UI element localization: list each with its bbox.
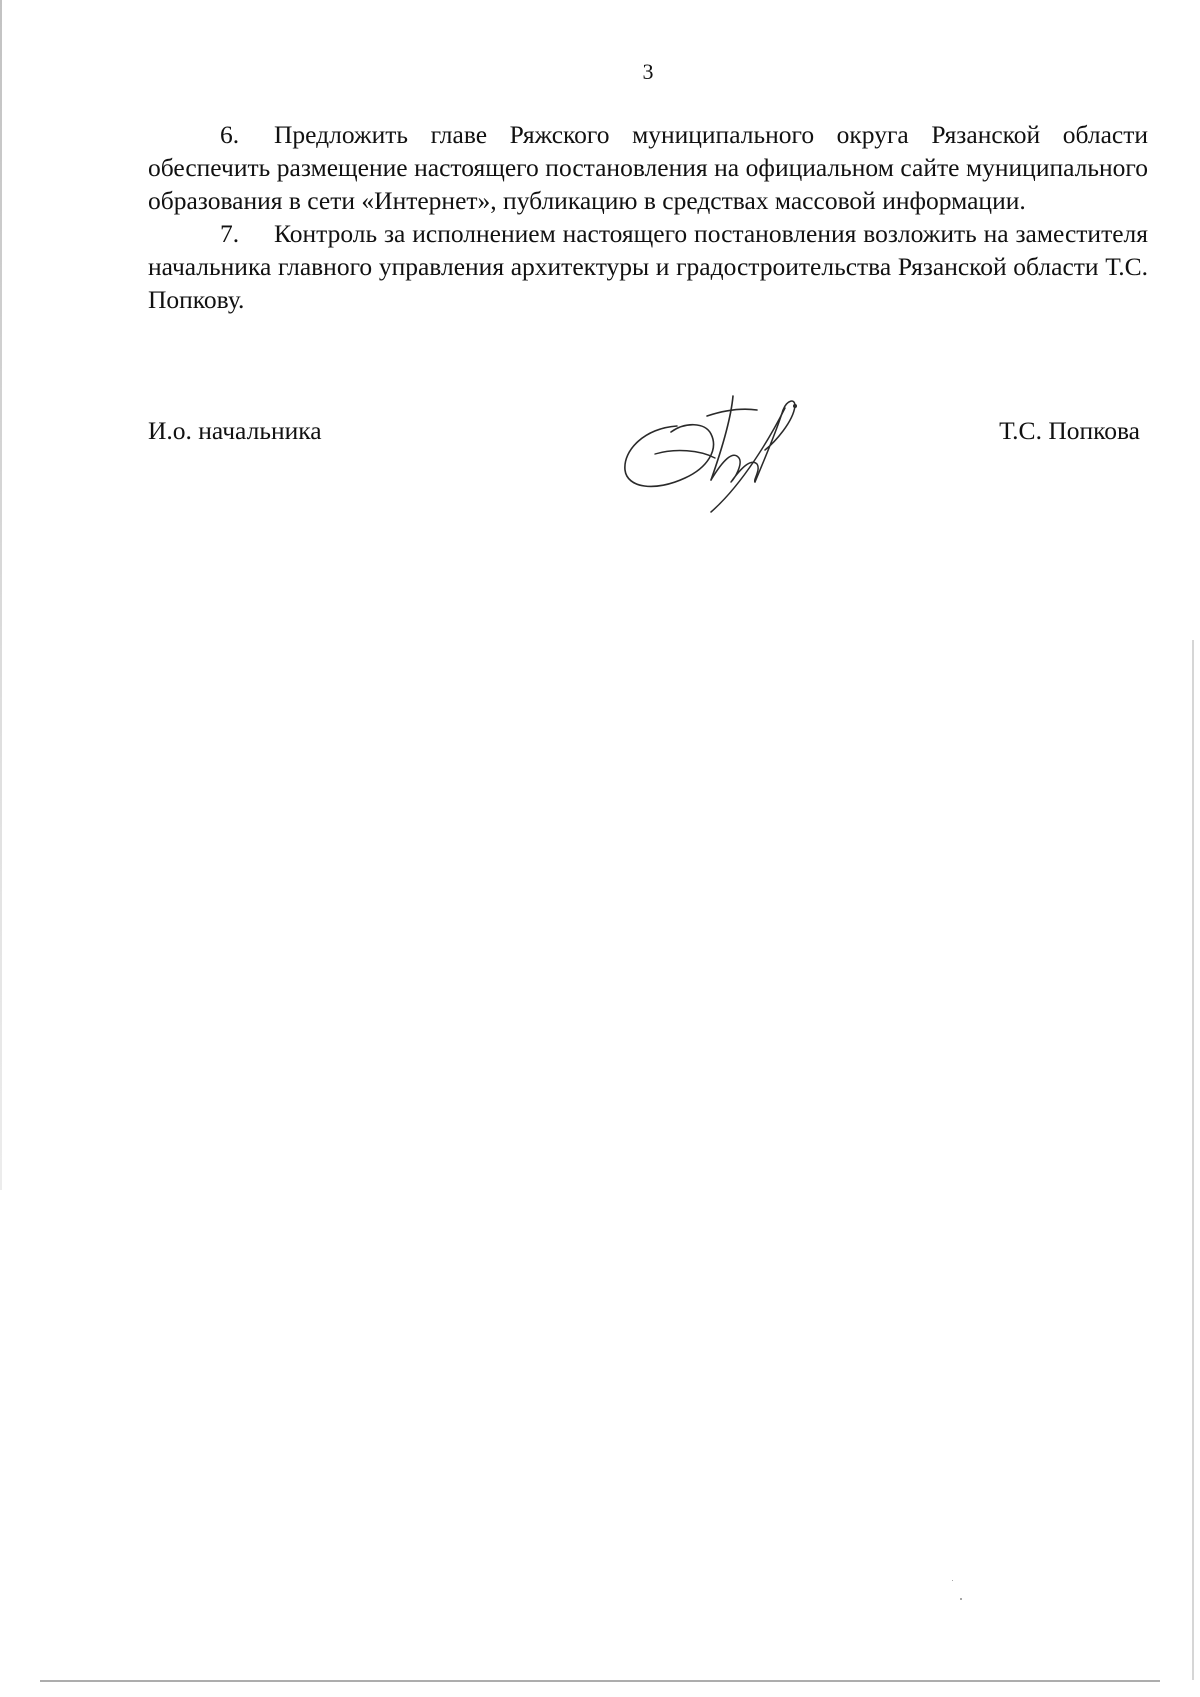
scan-speck xyxy=(952,1580,953,1581)
scan-edge-left xyxy=(0,0,2,1190)
paragraph-6 xyxy=(148,118,1148,217)
paragraph-text: Контроль за исполнением настоящего постановления возложить на заместителя начальника главного управления архитектуры и градостроительства Рязанской области Т.С. Попкову. xyxy=(148,219,1148,314)
signatory-role: И.о. начальника xyxy=(148,416,322,445)
handwritten-signature-icon xyxy=(615,388,820,518)
scan-speck xyxy=(960,1598,962,1600)
paragraph-number: 6. xyxy=(220,120,240,149)
page-number: 3 xyxy=(642,59,654,84)
paragraph-number: 7. xyxy=(220,219,240,248)
signatory-name: Т.С. Попкова xyxy=(999,416,1140,445)
scan-edge-bottom xyxy=(40,1680,1160,1682)
document-body xyxy=(148,118,1148,316)
paragraph-7 xyxy=(148,217,1148,316)
paragraph-text: Предложить главе Ряжского муниципального округа Рязанской области обеспечить размещение настоящего постановления на официальном сайте муниципального образования в сети «Интернет», публикацию в средствах массовой информации. xyxy=(148,120,1148,215)
scan-edge-right xyxy=(1192,640,1194,1680)
